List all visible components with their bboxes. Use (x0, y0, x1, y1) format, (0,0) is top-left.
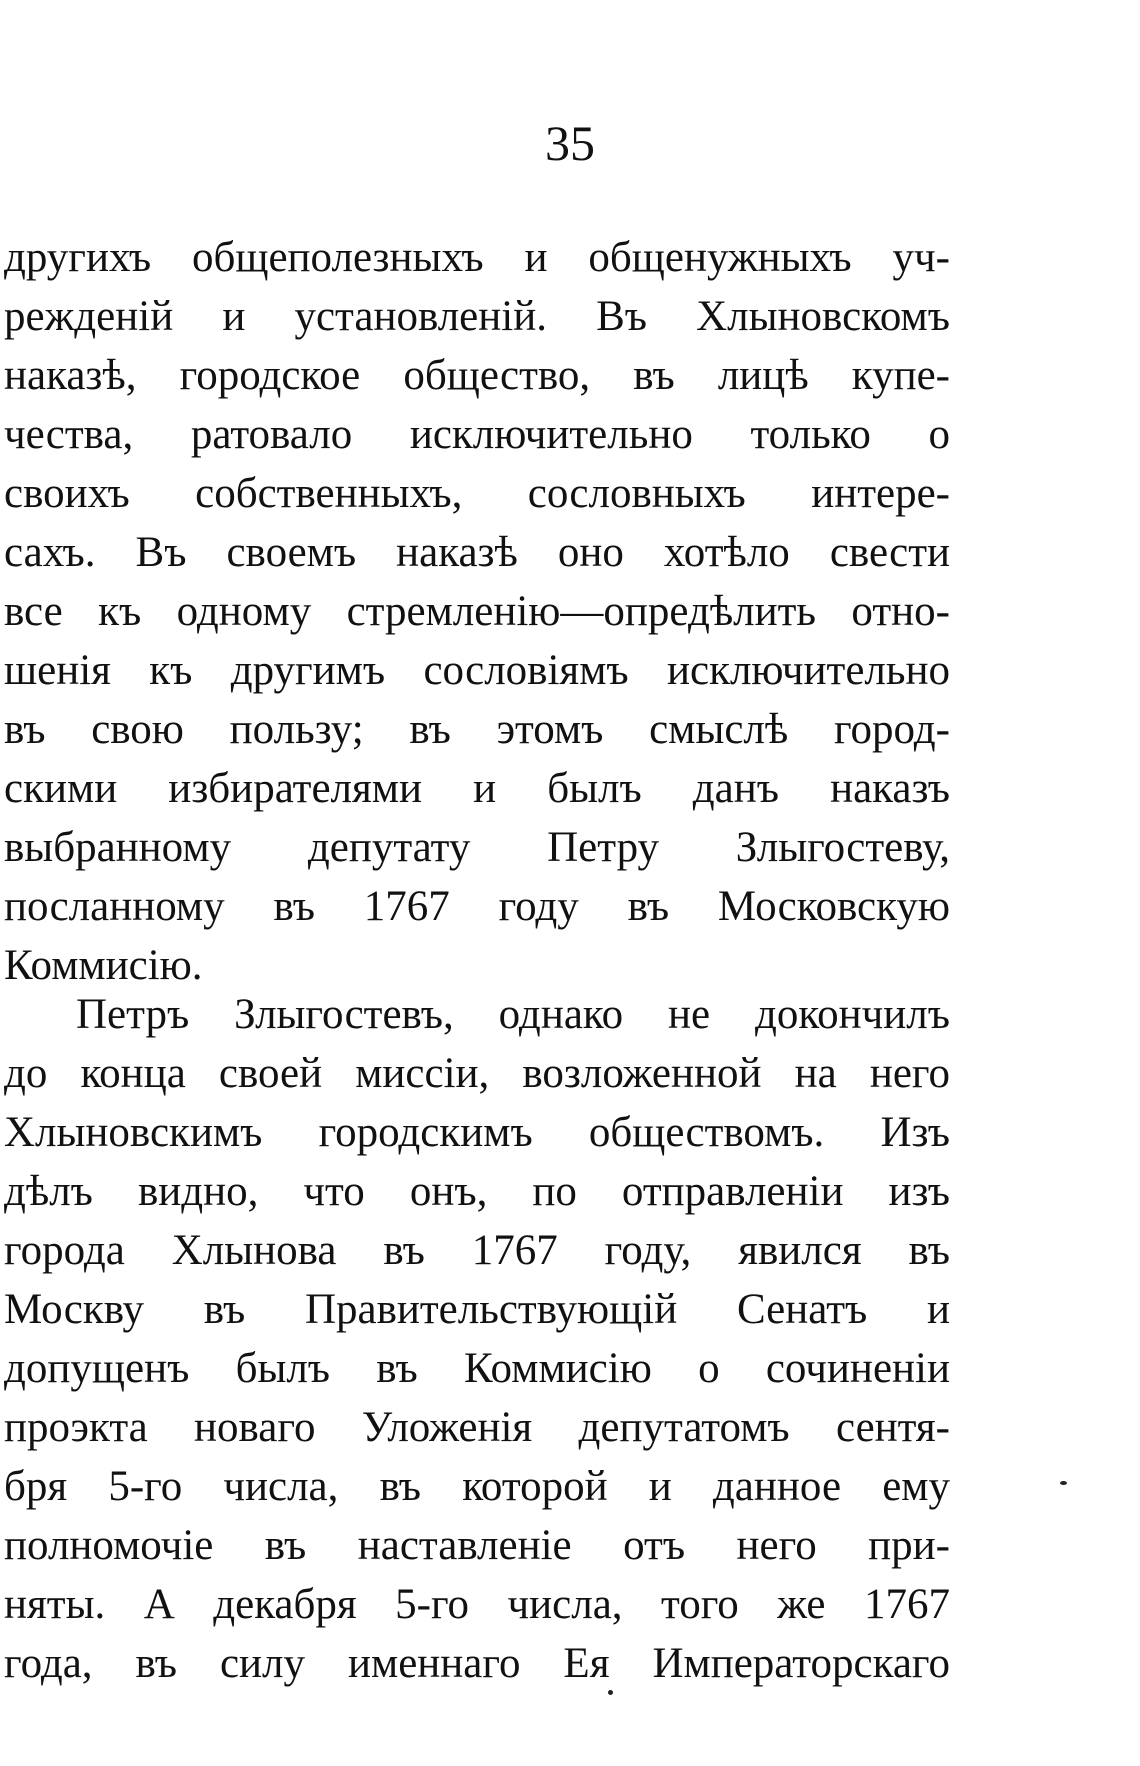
text-line: все къ одному стремленію—опредѣлить отно- (4, 588, 950, 635)
paragraph-2 (4, 985, 950, 1693)
text-line: проэкта новаго Уложенія депутатомъ сентя- (4, 1404, 950, 1451)
text-line: города Хлынова въ 1767 году, явился въ (4, 1227, 950, 1274)
text-line: полномочіе въ наставленіе отъ него при- (4, 1522, 950, 1569)
text-line: сахъ. Въ своемъ наказѣ оно хотѣло свести (4, 529, 950, 576)
text-line: выбранному депутату Петру Злыгостеву, (4, 824, 950, 871)
text-line: няты. А декабря 5-го числа, того же 1767 (4, 1581, 950, 1628)
text-line: въ свою пользу; въ этомъ смыслѣ город- (4, 706, 950, 753)
text-line: Коммисію. (4, 942, 203, 989)
text-line: Москву въ Правительствующій Сенатъ и (4, 1286, 950, 1333)
text-line: другихъ общеполезныхъ и общенужныхъ уч- (4, 234, 950, 281)
text-line: до конца своей миссіи, возложенной на него (4, 1050, 950, 1097)
text-line: дѣлъ видно, что онъ, по отправленіи изъ (4, 1168, 950, 1215)
ink-speck (1060, 1481, 1067, 1485)
text-line: года, въ силу именнаго Ея Императорскаго (4, 1640, 950, 1687)
text-line: своихъ собственныхъ, сословныхъ интере- (4, 470, 950, 517)
ink-speck (608, 1690, 613, 1695)
text-line: допущенъ былъ въ Коммисію о сочиненіи (4, 1345, 950, 1392)
text-line: чества, ратовало исключительно только о (4, 411, 950, 458)
paragraph-1 (4, 228, 950, 995)
text-line: бря 5-го числа, въ которой и данное ему (4, 1463, 950, 1510)
text-line: Петръ Злыгостевъ, однако не докончилъ (76, 991, 950, 1038)
text-line: режденій и установленій. Въ Хлыновскомъ (4, 293, 950, 340)
text-line: шенія къ другимъ сословіямъ исключительно (4, 647, 950, 694)
text-line: посланному въ 1767 году въ Московскую (4, 883, 950, 930)
text-line: наказѣ, городское общество, въ лицѣ купе- (4, 352, 950, 399)
text-line: Хлыновскимъ городскимъ обществомъ. Изъ (4, 1109, 950, 1156)
text-line: скими избирателями и былъ данъ наказъ (4, 765, 950, 812)
page-number: 35 (545, 115, 595, 171)
